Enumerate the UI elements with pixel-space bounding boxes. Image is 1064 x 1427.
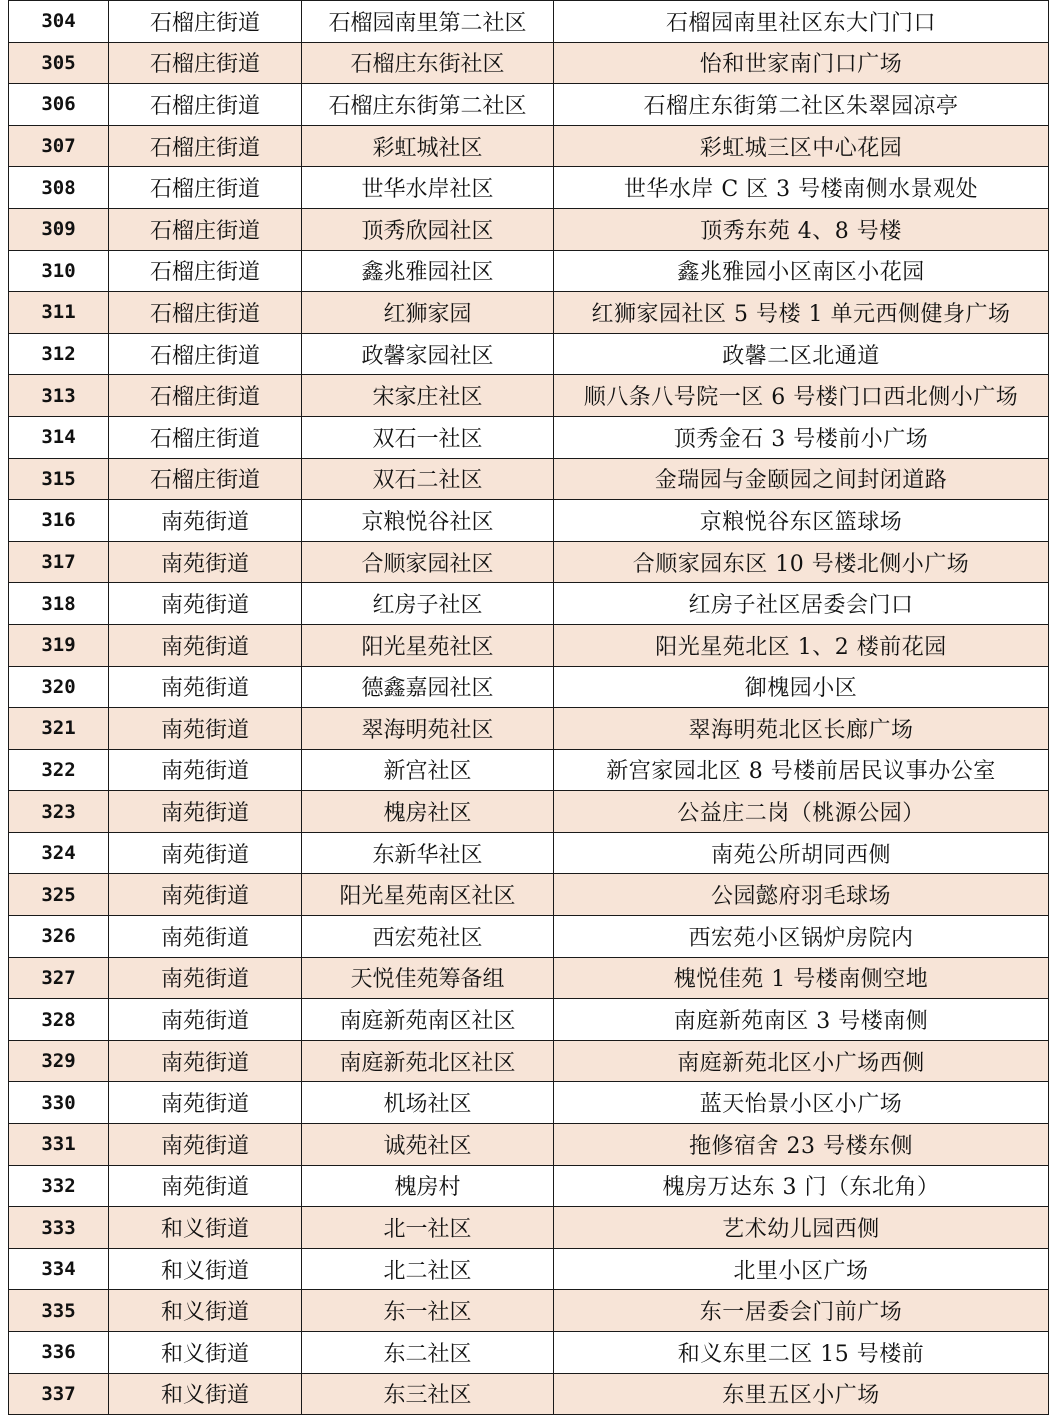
- community-name: 东新华社区: [302, 832, 554, 874]
- community-name: 南庭新苑南区社区: [302, 999, 554, 1041]
- table-row: [9, 208, 1049, 250]
- row-number: 336: [9, 1332, 109, 1374]
- street-name: 和义街道: [109, 1290, 302, 1332]
- site-location: 鑫兆雅园小区南区小花园: [554, 250, 1049, 292]
- street-name: 南苑街道: [109, 791, 302, 833]
- row-number: 329: [9, 1040, 109, 1082]
- table-row: [9, 1082, 1049, 1124]
- street-name: 石榴庄街道: [109, 292, 302, 334]
- site-location: 东一居委会门前广场: [554, 1290, 1049, 1332]
- row-number: 307: [9, 125, 109, 167]
- community-name: 槐房村: [302, 1165, 554, 1207]
- row-number: 306: [9, 84, 109, 126]
- community-name: 石榴庄东街第二社区: [302, 84, 554, 126]
- site-location: 公益庄二岗（桃源公园）: [554, 791, 1049, 833]
- site-location: 槐房万达东 3 门（东北角）: [554, 1165, 1049, 1207]
- street-name: 南苑街道: [109, 749, 302, 791]
- site-location: 蓝天怡景小区小广场: [554, 1082, 1049, 1124]
- community-name: 彩虹城社区: [302, 125, 554, 167]
- community-name: 槐房社区: [302, 791, 554, 833]
- community-name: 世华水岸社区: [302, 167, 554, 209]
- community-name: 鑫兆雅园社区: [302, 250, 554, 292]
- site-location: 南庭新苑南区 3 号楼南侧: [554, 999, 1049, 1041]
- site-location: 金瑞园与金颐园之间封闭道路: [554, 458, 1049, 500]
- community-name: 合顺家园社区: [302, 541, 554, 583]
- street-name: 石榴庄街道: [109, 125, 302, 167]
- street-name: 南苑街道: [109, 874, 302, 916]
- table-row: [9, 999, 1049, 1041]
- table-row: [9, 832, 1049, 874]
- site-location: 翠海明苑北区长廊广场: [554, 708, 1049, 750]
- row-number: 333: [9, 1207, 109, 1249]
- site-location: 顶秀金石 3 号楼前小广场: [554, 416, 1049, 458]
- table-row: [9, 583, 1049, 625]
- street-name: 南苑街道: [109, 1082, 302, 1124]
- table-row: [9, 1290, 1049, 1332]
- community-name: 宋家庄社区: [302, 375, 554, 417]
- site-location: 南苑公所胡同西侧: [554, 832, 1049, 874]
- site-location: 政馨二区北通道: [554, 333, 1049, 375]
- row-number: 321: [9, 708, 109, 750]
- community-name: 石榴庄东街社区: [302, 42, 554, 84]
- street-name: 南苑街道: [109, 708, 302, 750]
- row-number: 335: [9, 1290, 109, 1332]
- street-name: 石榴庄街道: [109, 84, 302, 126]
- row-number: 310: [9, 250, 109, 292]
- table-row: [9, 624, 1049, 666]
- table-row: [9, 416, 1049, 458]
- table-row: [9, 1248, 1049, 1290]
- table-row: [9, 500, 1049, 542]
- row-number: 327: [9, 957, 109, 999]
- street-name: 石榴庄街道: [109, 1, 302, 43]
- site-location: 御槐园小区: [554, 666, 1049, 708]
- row-number: 316: [9, 500, 109, 542]
- community-name: 政馨家园社区: [302, 333, 554, 375]
- community-name: 西宏苑社区: [302, 916, 554, 958]
- street-name: 石榴庄街道: [109, 208, 302, 250]
- street-name: 石榴庄街道: [109, 42, 302, 84]
- table-row: [9, 375, 1049, 417]
- row-number: 320: [9, 666, 109, 708]
- table-row: [9, 1040, 1049, 1082]
- row-number: 325: [9, 874, 109, 916]
- site-location: 合顺家园东区 10 号楼北侧小广场: [554, 541, 1049, 583]
- row-number: 311: [9, 292, 109, 334]
- table-row: [9, 1207, 1049, 1249]
- street-name: 石榴庄街道: [109, 416, 302, 458]
- row-number: 309: [9, 208, 109, 250]
- site-table: [8, 0, 1049, 1415]
- site-location: 顺八条八号院一区 6 号楼门口西北侧小广场: [554, 375, 1049, 417]
- row-number: 312: [9, 333, 109, 375]
- community-name: 京粮悦谷社区: [302, 500, 554, 542]
- community-name: 北一社区: [302, 1207, 554, 1249]
- table-row: [9, 874, 1049, 916]
- table-row: [9, 1124, 1049, 1166]
- community-name: 翠海明苑社区: [302, 708, 554, 750]
- street-name: 南苑街道: [109, 624, 302, 666]
- site-location: 石榴园南里社区东大门门口: [554, 1, 1049, 43]
- street-name: 和义街道: [109, 1248, 302, 1290]
- street-name: 和义街道: [109, 1207, 302, 1249]
- row-number: 314: [9, 416, 109, 458]
- table-row: [9, 333, 1049, 375]
- street-name: 南苑街道: [109, 1124, 302, 1166]
- street-name: 南苑街道: [109, 1165, 302, 1207]
- table-row: [9, 1332, 1049, 1374]
- community-name: 机场社区: [302, 1082, 554, 1124]
- site-location: 南庭新苑北区小广场西侧: [554, 1040, 1049, 1082]
- site-location: 阳光星苑北区 1、2 楼前花园: [554, 624, 1049, 666]
- street-name: 南苑街道: [109, 916, 302, 958]
- street-name: 石榴庄街道: [109, 375, 302, 417]
- community-name: 红房子社区: [302, 583, 554, 625]
- site-location: 彩虹城三区中心花园: [554, 125, 1049, 167]
- site-location: 东里五区小广场: [554, 1373, 1049, 1415]
- site-location: 北里小区广场: [554, 1248, 1049, 1290]
- community-name: 红狮家园: [302, 292, 554, 334]
- table-row: [9, 167, 1049, 209]
- table-row: [9, 125, 1049, 167]
- site-location: 红狮家园社区 5 号楼 1 单元西侧健身广场: [554, 292, 1049, 334]
- table-row: [9, 292, 1049, 334]
- table-row: [9, 791, 1049, 833]
- street-name: 和义街道: [109, 1332, 302, 1374]
- table-row: [9, 666, 1049, 708]
- site-location: 公园懿府羽毛球场: [554, 874, 1049, 916]
- row-number: 317: [9, 541, 109, 583]
- row-number: 304: [9, 1, 109, 43]
- site-location: 石榴庄东街第二社区朱翠园凉亭: [554, 84, 1049, 126]
- row-number: 308: [9, 167, 109, 209]
- table-row: [9, 84, 1049, 126]
- row-number: 326: [9, 916, 109, 958]
- table-row: [9, 708, 1049, 750]
- community-name: 南庭新苑北区社区: [302, 1040, 554, 1082]
- row-number: 305: [9, 42, 109, 84]
- row-number: 328: [9, 999, 109, 1041]
- site-location: 拖修宿舍 23 号楼东侧: [554, 1124, 1049, 1166]
- site-table-body: [9, 1, 1049, 1415]
- table-row: [9, 541, 1049, 583]
- site-location: 槐悦佳苑 1 号楼南侧空地: [554, 957, 1049, 999]
- street-name: 南苑街道: [109, 583, 302, 625]
- site-location: 艺术幼儿园西侧: [554, 1207, 1049, 1249]
- community-name: 双石二社区: [302, 458, 554, 500]
- street-name: 石榴庄街道: [109, 458, 302, 500]
- table-row: [9, 957, 1049, 999]
- row-number: 322: [9, 749, 109, 791]
- street-name: 南苑街道: [109, 1040, 302, 1082]
- street-name: 南苑街道: [109, 500, 302, 542]
- community-name: 阳光星苑社区: [302, 624, 554, 666]
- table-row: [9, 1, 1049, 43]
- community-name: 石榴园南里第二社区: [302, 1, 554, 43]
- street-name: 南苑街道: [109, 832, 302, 874]
- row-number: 337: [9, 1373, 109, 1415]
- community-name: 诚苑社区: [302, 1124, 554, 1166]
- street-name: 南苑街道: [109, 666, 302, 708]
- table-row: [9, 1165, 1049, 1207]
- street-name: 石榴庄街道: [109, 250, 302, 292]
- table-row: [9, 1373, 1049, 1415]
- table-row: [9, 458, 1049, 500]
- street-name: 石榴庄街道: [109, 333, 302, 375]
- site-location: 西宏苑小区锅炉房院内: [554, 916, 1049, 958]
- community-name: 德鑫嘉园社区: [302, 666, 554, 708]
- community-name: 天悦佳苑筹备组: [302, 957, 554, 999]
- row-number: 315: [9, 458, 109, 500]
- row-number: 319: [9, 624, 109, 666]
- site-location: 世华水岸 C 区 3 号楼南侧水景观处: [554, 167, 1049, 209]
- row-number: 323: [9, 791, 109, 833]
- community-name: 东二社区: [302, 1332, 554, 1374]
- community-name: 北二社区: [302, 1248, 554, 1290]
- row-number: 313: [9, 375, 109, 417]
- row-number: 318: [9, 583, 109, 625]
- street-name: 南苑街道: [109, 999, 302, 1041]
- row-number: 324: [9, 832, 109, 874]
- street-name: 南苑街道: [109, 957, 302, 999]
- community-name: 顶秀欣园社区: [302, 208, 554, 250]
- street-name: 石榴庄街道: [109, 167, 302, 209]
- site-location: 京粮悦谷东区篮球场: [554, 500, 1049, 542]
- site-location: 顶秀东苑 4、8 号楼: [554, 208, 1049, 250]
- table-row: [9, 250, 1049, 292]
- street-name: 南苑街道: [109, 541, 302, 583]
- community-name: 东三社区: [302, 1373, 554, 1415]
- row-number: 332: [9, 1165, 109, 1207]
- community-name: 东一社区: [302, 1290, 554, 1332]
- community-name: 双石一社区: [302, 416, 554, 458]
- site-location: 红房子社区居委会门口: [554, 583, 1049, 625]
- table-row: [9, 916, 1049, 958]
- row-number: 331: [9, 1124, 109, 1166]
- row-number: 330: [9, 1082, 109, 1124]
- site-location: 怡和世家南门口广场: [554, 42, 1049, 84]
- table-row: [9, 749, 1049, 791]
- community-name: 阳光星苑南区社区: [302, 874, 554, 916]
- row-number: 334: [9, 1248, 109, 1290]
- table-row: [9, 42, 1049, 84]
- street-name: 和义街道: [109, 1373, 302, 1415]
- community-name: 新宫社区: [302, 749, 554, 791]
- site-location: 和义东里二区 15 号楼前: [554, 1332, 1049, 1374]
- site-location: 新宫家园北区 8 号楼前居民议事办公室: [554, 749, 1049, 791]
